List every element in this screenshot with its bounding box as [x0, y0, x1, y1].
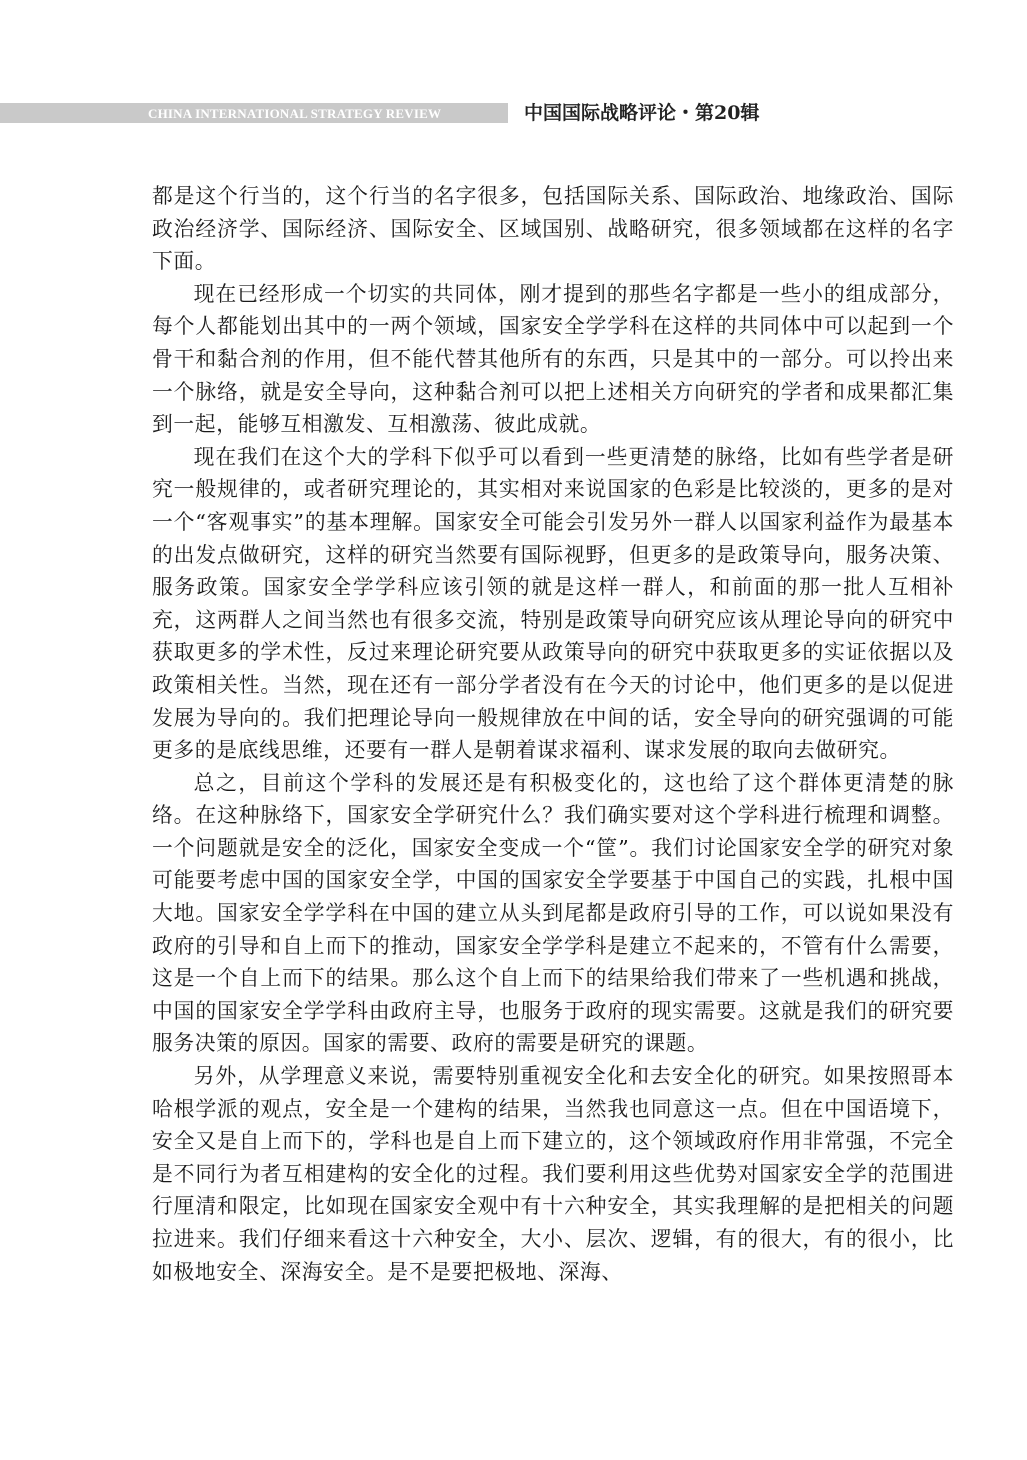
paragraph: 现在已经形成一个切实的共同体，刚才提到的那些名字都是一些小的组成部分，每个人都能划出其中的一两个领域，国家安全学学科在这样的共同体中可以起到一个骨干和黏合剂的作用，但不能代替其他所有的东西，只是其中的一部分。可以拎出来一个脉络，就是安全导向，这种黏合剂可以把上述相关方向研究的学者和成果都汇集到一起，能够互相激发、互相激荡、彼此成就。 [152, 281, 954, 437]
paragraph: 总之，目前这个学科的发展还是有积极变化的，这也给了这个群体更清楚的脉络。在这种脉络下，国家安全学研究什么？我们确实要对这个学科进行梳理和调整。一个问题就是安全的泛化，国家安全变成一个“筐”。我们讨论国家安全学的研究对象可能要考虑中国的国家安全学，中国的国家安全学要基于中国自己的实践，扎根中国大地。国家安全学学科在中国的建立从头到尾都是政府引导的工作，可以说如果没有政府的引导和自上而下的推动，国家安全学学科是建立不起来的，不管有什么需要，这是一个自上而下的结果。那么这个自上而下的结果给我们带来了一些机遇和挑战，中国的国家安全学学科由政府主导，也服务于政府的现实需要。这就是我们的研究要服务决策的原因。国家的需要、政府的需要是研究的课题。 [152, 770, 954, 1056]
paragraph: 现在我们在这个大的学科下似乎可以看到一些更清楚的脉络，比如有些学者是研究一般规律的，或者研究理论的，其实相对来说国家的色彩是比较淡的，更多的是对一个“客观事实”的基本理解。国家安全可能会引发另外一群人以国家利益作为最基本的出发点做研究，这样的研究当然要有国际视野，但更多的是政策导向，服务决策、服务政策。国家安全学学科应该引领的就是这样一群人，和前面的那一批人互相补充，这两群人之间当然也有很多交流，特别是政策导向研究应该从理论导向的研究中获取更多的学术性，反过来理论研究要从政策导向的研究中获取更多的实证依据以及政策相关性。当然，现在还有一部分学者没有在今天的讨论中，他们更多的是以促进发展为导向的。我们把理论导向一般规律放在中间的话，安全导向的研究强调的可能更多的是底线思维，还要有一群人是朝着谋求福利、谋求发展的取向去做研究。 [152, 444, 954, 763]
paragraph: 另外，从学理意义来说，需要特别重视安全化和去安全化的研究。如果按照哥本哈根学派的观点，安全是一个建构的结果，当然我也同意这一点。但在中国语境下，安全又是自上而下的，学科也是自上而下建立的，这个领域政府作用非常强，不完全是不同行为者互相建构的安全化的过程。我们要利用这些优势对国家安全学的范围进行厘清和限定，比如现在国家安全观中有十六种安全，其实我理解的是把相关的问题拉进来。我们仔细来看这十六种安全，大小、层次、逻辑，有的很大，有的很小，比如极地安全、深海安全。是不是要把极地、深海、 [152, 1064, 954, 1284]
paragraph-continued: 都是这个行当的，这个行当的名字很多，包括国际关系、国际政治、地缘政治、国际政治经济学、国际经济、国际安全、区域国别、战略研究，很多领域都在这样的名字下面。 [152, 184, 954, 274]
journal-title-en: CHINA INTERNATIONAL STRATEGY REVIEW [148, 106, 442, 121]
journal-title-cn: 中国国际战略评论・第20辑 [524, 102, 760, 124]
article-body [152, 180, 954, 1288]
